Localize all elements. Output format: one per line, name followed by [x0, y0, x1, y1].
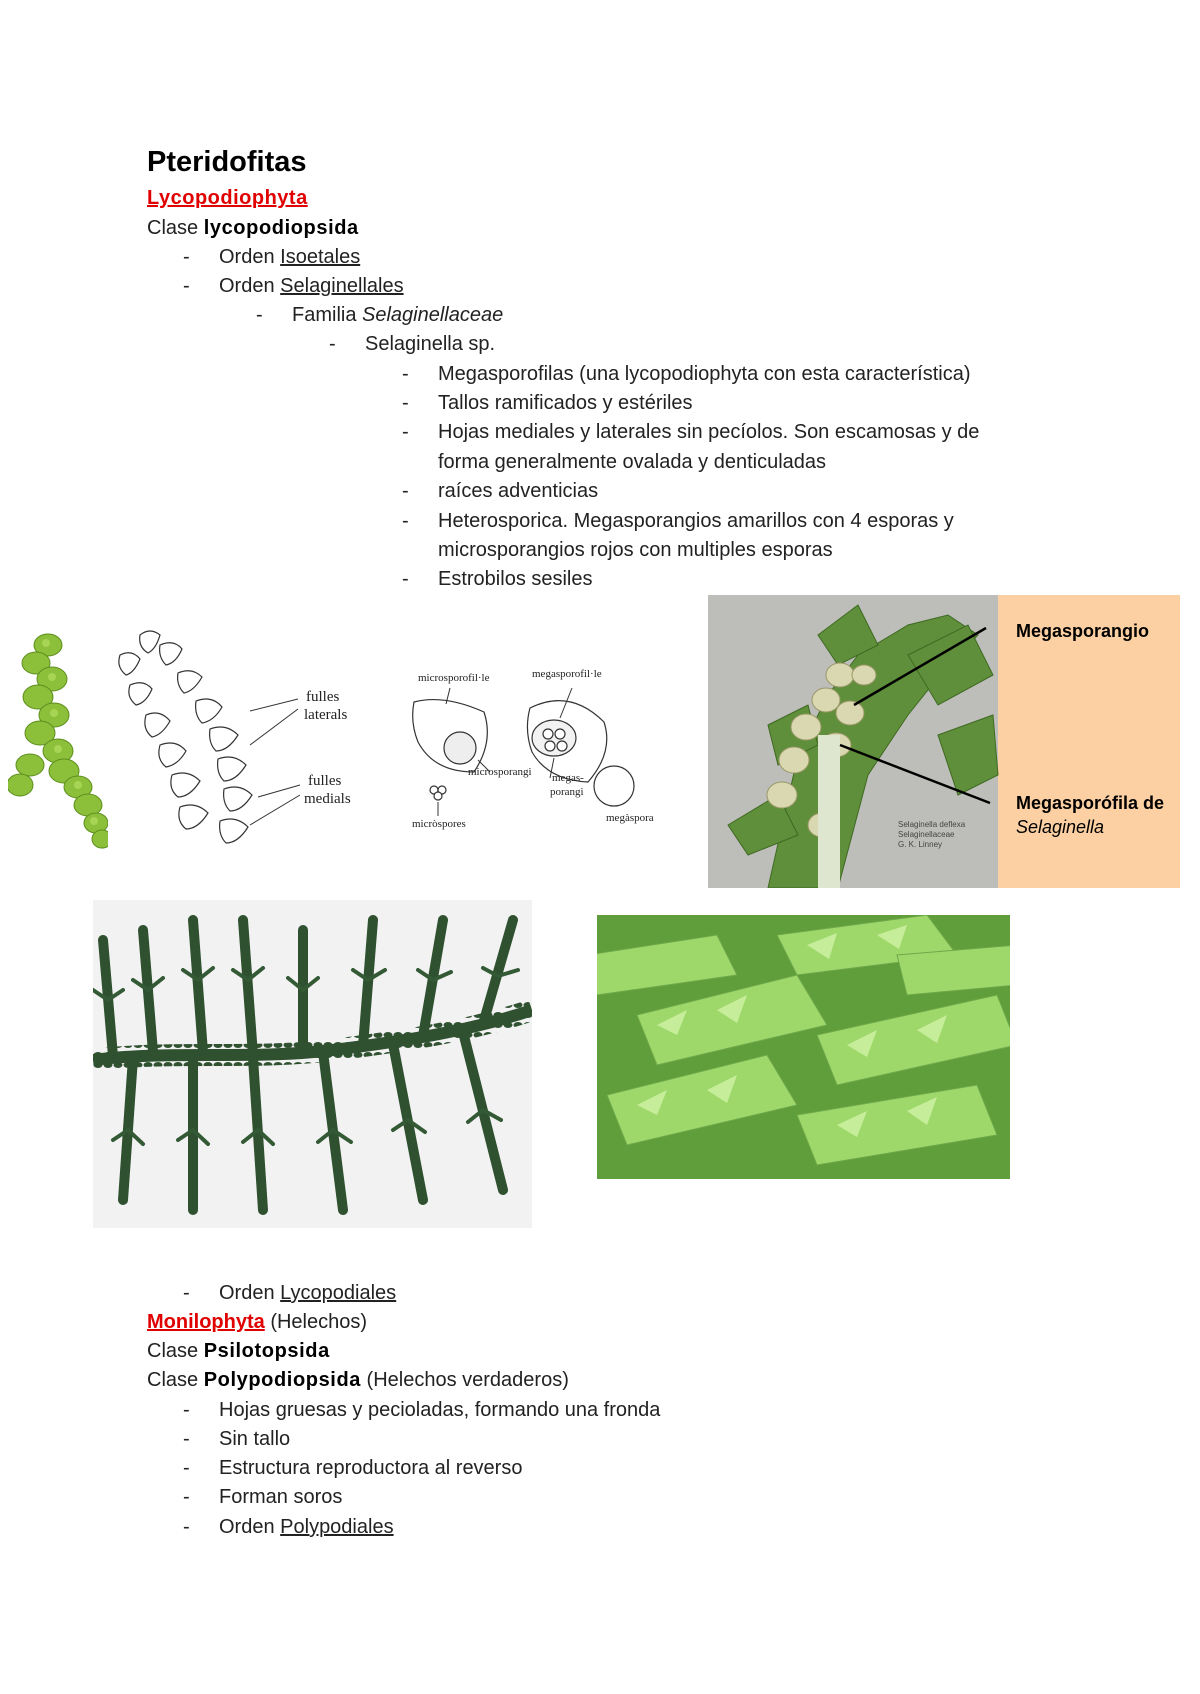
trait-item: Megasporofilas (una lycopodiophyta con esta característica)	[438, 363, 971, 385]
list-dash: -	[183, 1457, 190, 1479]
orden-selaginellales-link[interactable]: Selaginellales	[280, 275, 404, 297]
label-megaspora: megàspora	[606, 812, 654, 824]
label-microsporofil: microsporofil·le	[418, 672, 490, 684]
orden-isoetales-link[interactable]: Isoetales	[280, 246, 361, 268]
label-megasporofila: Megasporófila de	[1016, 793, 1165, 813]
list-dash: -	[329, 333, 336, 355]
familia-name: Selaginellaceae	[362, 304, 504, 326]
list-dash: -	[183, 246, 190, 268]
trait-item: raíces adventicias	[438, 480, 599, 502]
list-item-orden-isoetales	[183, 245, 190, 269]
clase-name: Polypodiopsida	[203, 1369, 361, 1391]
orden-prefix: Orden	[219, 246, 281, 268]
orden-selaginellales	[219, 274, 404, 298]
list-dash-trait	[402, 362, 409, 386]
clase-prefix: Clase	[147, 217, 204, 239]
label-fulles-laterals-2: laterals	[304, 707, 348, 723]
orden-lycopodiales	[219, 1281, 396, 1305]
clase-lycopodiopsida	[147, 216, 359, 240]
label-fulles-medials-2: medials	[304, 791, 351, 807]
list-dash: -	[183, 275, 190, 297]
selaginella-leaf-drawing	[100, 625, 400, 857]
list-dash: -	[402, 480, 409, 502]
list-dash-trait	[402, 391, 409, 415]
list-dash: -	[402, 568, 409, 590]
list-dash-poly	[183, 1427, 190, 1451]
list-dash-orden-lycopodiales	[183, 1281, 190, 1305]
list-dash-trait	[402, 567, 409, 591]
clase-prefix: Clase	[147, 1369, 204, 1391]
selaginella-sprig-photo	[8, 625, 108, 855]
label-megasporangi-1: megas-	[552, 772, 584, 784]
credit-line-1: Selaginella deflexa	[898, 820, 966, 829]
list-dash: -	[402, 363, 409, 385]
division-lycopodiophyta-label[interactable]: Lycopodiophyta	[147, 187, 308, 209]
list-dash: -	[256, 304, 263, 326]
list-dash-poly	[183, 1485, 190, 1509]
list-dash-trait	[402, 420, 409, 444]
label-microspores: micròspores	[412, 818, 466, 830]
trait-item: Hojas mediales y laterales sin pecíolos. Son escamosas y de	[438, 421, 980, 443]
label-fulles-medials-1: fulles	[308, 773, 342, 789]
list-item-orden-selaginellales	[183, 274, 190, 298]
orden-polypodiales	[219, 1515, 394, 1539]
familia	[292, 303, 503, 327]
page-title: Pteridofitas	[147, 146, 307, 178]
credit-line-2: Selaginellaceae	[898, 830, 955, 839]
list-dash: -	[402, 510, 409, 532]
credit-line-3: G. K. Linney	[898, 840, 943, 849]
clase-suffix: (Helechos verdaderos)	[361, 1369, 569, 1391]
familia-prefix: Familia	[292, 304, 363, 326]
label-selaginella: Selaginella	[1016, 817, 1105, 837]
orden-prefix: Orden	[219, 1282, 281, 1304]
clase-name: Psilotopsida	[203, 1340, 330, 1362]
poly-trait-item: Forman soros	[219, 1486, 343, 1508]
orden-polypodiales-link[interactable]: Polypodiales	[280, 1516, 394, 1538]
division-monilophyta-link[interactable]: Monilophyta	[147, 1311, 265, 1333]
label-megasporangio: Megasporangio	[1016, 621, 1150, 641]
trait-item-continued: forma generalmente ovalada y denticuladas	[438, 451, 827, 473]
list-dash: -	[402, 421, 409, 443]
label-microsporangi: microsporangi	[468, 766, 532, 778]
label-megasporangi-2: porangi	[550, 786, 584, 798]
list-dash: -	[183, 1516, 190, 1538]
clase-polypodiopsida	[147, 1368, 569, 1392]
trait-item: Tallos ramificados y estériles	[438, 392, 693, 414]
list-dash: -	[183, 1282, 190, 1304]
list-dash-trait	[402, 509, 409, 533]
orden-isoetales	[219, 245, 360, 269]
list-dash: -	[183, 1399, 190, 1421]
label-fulles-laterals-1: fulles	[306, 689, 340, 705]
orden-prefix: Orden	[219, 1516, 281, 1538]
division-lycopodiophyta[interactable]	[147, 186, 308, 210]
clase-prefix: Clase	[147, 1340, 204, 1362]
green-shoots-photo	[597, 915, 1010, 1179]
trait-item-continued: microsporangios rojos con multiples esporas	[438, 539, 833, 561]
list-dash: -	[402, 392, 409, 414]
list-dash-trait	[402, 479, 409, 503]
label-megasporofil: megasporofil·le	[532, 668, 602, 680]
list-dash-genus	[329, 332, 336, 356]
division-monilophyta-suffix: (Helechos)	[264, 1311, 368, 1333]
poly-trait-item: Hojas gruesas y pecioladas, formando una fronda	[219, 1399, 661, 1421]
list-dash-orden-polypodiales	[183, 1515, 190, 1539]
trait-item: Heterosporica. Megasporangios amarillos con 4 esporas y	[438, 510, 954, 532]
list-dash: -	[183, 1428, 190, 1450]
orden-lycopodiales-link[interactable]: Lycopodiales	[280, 1282, 397, 1304]
division-monilophyta	[147, 1310, 367, 1334]
list-dash-familia	[256, 303, 263, 327]
poly-trait-item: Estructura reproductora al reverso	[219, 1457, 523, 1479]
clase-psilotopsida	[147, 1339, 330, 1363]
list-dash: -	[183, 1486, 190, 1508]
sporophyll-drawing	[400, 668, 680, 836]
poly-trait-item: Sin tallo	[219, 1428, 291, 1450]
genus: Selaginella sp.	[365, 333, 496, 355]
orden-prefix: Orden	[219, 275, 281, 297]
list-dash-poly	[183, 1398, 190, 1422]
megasporangio-photo	[708, 595, 1180, 888]
clase-name: lycopodiopsida	[203, 217, 359, 239]
fern-frond-photo	[93, 900, 532, 1228]
trait-item: Estrobilos sesiles	[438, 568, 593, 590]
list-dash-poly	[183, 1456, 190, 1480]
